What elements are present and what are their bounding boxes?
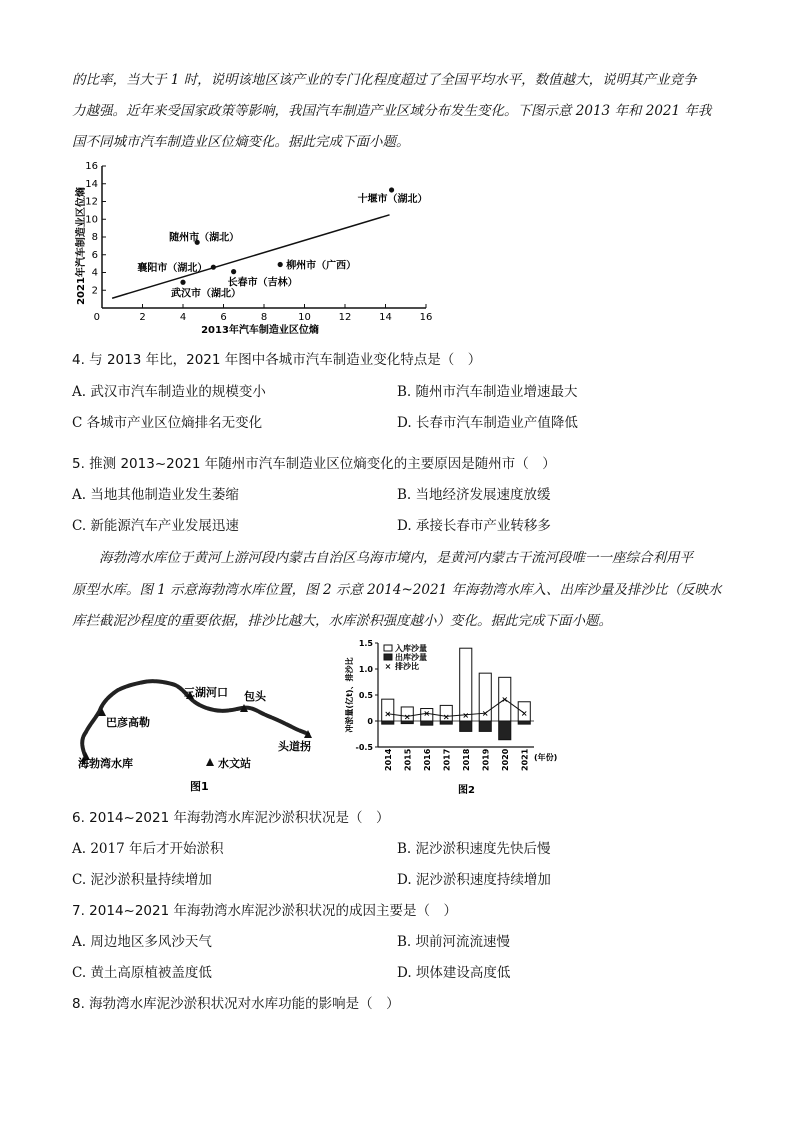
y-tick-label: 6 xyxy=(91,249,98,261)
scatter-point-label: 武汉市（湖北） xyxy=(171,288,241,300)
legend-station-icon xyxy=(206,758,214,766)
map-label-sanhuhekou: 三湖河口 xyxy=(184,686,228,699)
q5-stem: 5. 推测 2013~2021 年随州市汽车制造业区位熵变化的主要原因是随州市（ ） xyxy=(72,456,556,472)
q4-option-d[interactable]: D. 长春市汽车制造业产值降低 xyxy=(397,415,578,431)
bar-x-unit: (年份) xyxy=(534,753,558,762)
bar-y-tick-label: 0 xyxy=(367,717,373,726)
bar-category-label: 2020 xyxy=(500,748,510,771)
bar-outflow xyxy=(421,721,433,725)
ratio-marker: × xyxy=(384,709,392,719)
x-tick-label: 10 xyxy=(298,312,311,323)
scatter-ylabel: 2021年汽车制造业区位熵 xyxy=(76,187,87,305)
bar-category-label: 2016 xyxy=(422,748,432,771)
bar-ylabel: 冲淤量(亿t)、排沙比 xyxy=(345,657,354,733)
bar-chart-caption: 图2 xyxy=(458,785,475,796)
map-label-baotou: 包头 xyxy=(244,690,266,703)
ratio-marker: × xyxy=(403,712,411,722)
ratio-marker: × xyxy=(462,710,470,720)
x-tick-label: 4 xyxy=(179,312,187,323)
bar-category-label: 2014 xyxy=(383,748,393,771)
map-label-toudaoguai: 头道拐 xyxy=(278,740,311,753)
q6-option-a[interactable]: A. 2017 年后才开始淤积 xyxy=(72,841,224,857)
bar-y-tick-label: 1.5 xyxy=(358,639,373,648)
q4-option-b[interactable]: B. 随州市汽车制造业增速最大 xyxy=(397,384,578,400)
scatter-origin-label: 0 xyxy=(93,312,100,323)
bar-y-tick-label: 0.5 xyxy=(358,691,373,700)
scatter-point-label: 随州市（湖北） xyxy=(169,232,240,244)
legend-inflow-label: 入库沙量 xyxy=(395,644,427,653)
scatter-chart xyxy=(70,158,440,338)
q4-stem: 4. 与 2013 年比，2021 年图中各城市汽车制造业变化特点是（ ） xyxy=(72,352,482,368)
bar-y-tick-label: 1.0 xyxy=(358,665,373,674)
bar-legend xyxy=(384,643,427,671)
bar-outflow xyxy=(382,721,394,724)
x-tick-label: 16 xyxy=(419,312,433,323)
map-legend-station: 水文站 xyxy=(218,757,251,770)
x-tick-label: 6 xyxy=(220,312,227,323)
q7-option-a[interactable]: A. 周边地区多风沙天气 xyxy=(72,934,212,950)
map-label-haibowan: 海勃湾水库 xyxy=(78,757,133,770)
reservoir-line-3: 库拦截泥沙程度的重要依据，排沙比越大，水库淤积强度越小）变化。据此完成下面小题。 xyxy=(72,613,612,629)
intro-line-2: 力越强。近年来受国家政策等影响，我国汽车制造产业区域分布发生变化。下图示意 2013 年和 2021 年我 xyxy=(72,103,712,119)
bar-outflow xyxy=(460,721,472,731)
y-tick-label: 14 xyxy=(85,178,98,190)
bar-chart-figure-2 xyxy=(338,635,558,800)
scatter-point xyxy=(211,265,216,270)
q6-option-c[interactable]: C. 泥沙淤积量持续增加 xyxy=(72,872,212,888)
scatter-xlabel: 2013年汽车制造业区位熵 xyxy=(201,325,319,336)
intro-line-3: 国不同城市汽车制造业区位熵变化。据此完成下面小题。 xyxy=(72,134,410,150)
intro-line-1: 的比率，当大于 1 时，说明该地区该产业的专门化程度超过了全国平均水平，数值越大，说明其产业竞争 xyxy=(72,72,697,88)
scatter-point-label: 柳州市（广西） xyxy=(286,260,357,272)
y-tick-label: 2 xyxy=(91,285,98,297)
bar-category-label: 2019 xyxy=(481,748,491,771)
reservoir-line-2: 原型水库。图 1 示意海勃湾水库位置，图 2 示意 2014~2021 年海勃湾水库入、出库沙量及排沙比（反映水 xyxy=(72,582,722,598)
bar-outflow xyxy=(440,721,452,724)
x-tick-label: 8 xyxy=(260,312,268,323)
x-tick-label: 14 xyxy=(379,312,392,323)
q8-stem: 8. 海勃湾水库泥沙淤积状况对水库功能的影响是（ ） xyxy=(72,996,400,1012)
y-tick-label: 12 xyxy=(85,196,98,208)
legend-inflow-swatch xyxy=(384,645,392,651)
bar-outflow xyxy=(518,721,530,724)
bar-category-label: 2015 xyxy=(403,748,413,771)
q5-option-a[interactable]: A. 当地其他制造业发生萎缩 xyxy=(72,487,239,503)
ratio-marker: × xyxy=(520,709,528,719)
y-tick-label: 4 xyxy=(91,267,98,279)
scatter-point-label: 长春市（吉林） xyxy=(227,277,298,289)
scatter-point-label: 十堰市（湖北） xyxy=(357,193,428,205)
scatter-point xyxy=(278,262,283,267)
scatter-point xyxy=(389,187,394,192)
y-tick-label: 8 xyxy=(91,232,98,243)
bar-category-label: 2017 xyxy=(442,748,452,771)
ratio-marker: × xyxy=(423,709,431,719)
scatter-point xyxy=(180,280,185,285)
x-tick-label: 12 xyxy=(338,312,352,323)
q7-option-c[interactable]: C. 黄土高原植被盖度低 xyxy=(72,965,212,981)
q5-option-c[interactable]: C. 新能源汽车产业发展迅速 xyxy=(72,518,239,534)
scatter-ticks xyxy=(85,161,432,323)
map-caption: 图1 xyxy=(190,780,209,793)
q7-stem: 7. 2014~2021 年海勃湾水库泥沙淤积状况的成因主要是（ ） xyxy=(72,903,457,919)
y-tick-label: 16 xyxy=(85,161,98,172)
q5-option-d[interactable]: D. 承接长春市产业转移多 xyxy=(397,518,551,534)
x-tick-label: 2 xyxy=(139,312,146,323)
scatter-point-label: 襄阳市（湖北） xyxy=(137,263,208,275)
reservoir-line-1: 海勃湾水库位于黄河上游河段内蒙古自治区乌海市境内，是黄河内蒙古干流河段唯一一座综合利用平 xyxy=(99,550,693,566)
q6-option-b[interactable]: B. 泥沙淤积速度先快后慢 xyxy=(397,841,551,857)
q6-stem: 6. 2014~2021 年海勃湾水库泥沙淤积状况是（ ） xyxy=(72,810,390,826)
ratio-marker: × xyxy=(481,709,489,719)
map-figure-1 xyxy=(72,660,322,800)
scatter-point xyxy=(231,269,236,274)
y-tick-label: 10 xyxy=(85,214,98,226)
scatter-points xyxy=(137,187,427,299)
q4-option-c[interactable]: C 各城市产业区位熵排名无变化 xyxy=(72,415,263,431)
bar-outflow xyxy=(479,721,491,731)
q7-option-d[interactable]: D. 坝体建设高度低 xyxy=(397,965,511,981)
bar-outflow xyxy=(401,721,413,724)
ratio-marker: × xyxy=(442,712,450,722)
bar-category-label: 2018 xyxy=(461,748,471,771)
q6-option-d[interactable]: D. 泥沙淤积速度持续增加 xyxy=(397,872,551,888)
legend-ratio-swatch: × xyxy=(384,662,392,671)
bar-outflow xyxy=(499,721,511,740)
bar-category-label: 2021 xyxy=(520,748,530,771)
map-label-bayangaole: 巴彦高勒 xyxy=(106,716,150,729)
ratio-marker: × xyxy=(501,695,509,705)
bar-y-tick-label: -0.5 xyxy=(355,743,373,752)
q4-option-a[interactable]: A. 武汉市汽车制造业的规模变小 xyxy=(72,384,266,400)
q5-option-b[interactable]: B. 当地经济发展速度放缓 xyxy=(397,487,551,503)
q7-option-b[interactable]: B. 坝前河流流速慢 xyxy=(397,934,511,950)
legend-outflow-swatch xyxy=(384,654,392,660)
legend-ratio-label: 排沙比 xyxy=(395,662,419,671)
legend-outflow-label: 出库沙量 xyxy=(395,653,427,662)
